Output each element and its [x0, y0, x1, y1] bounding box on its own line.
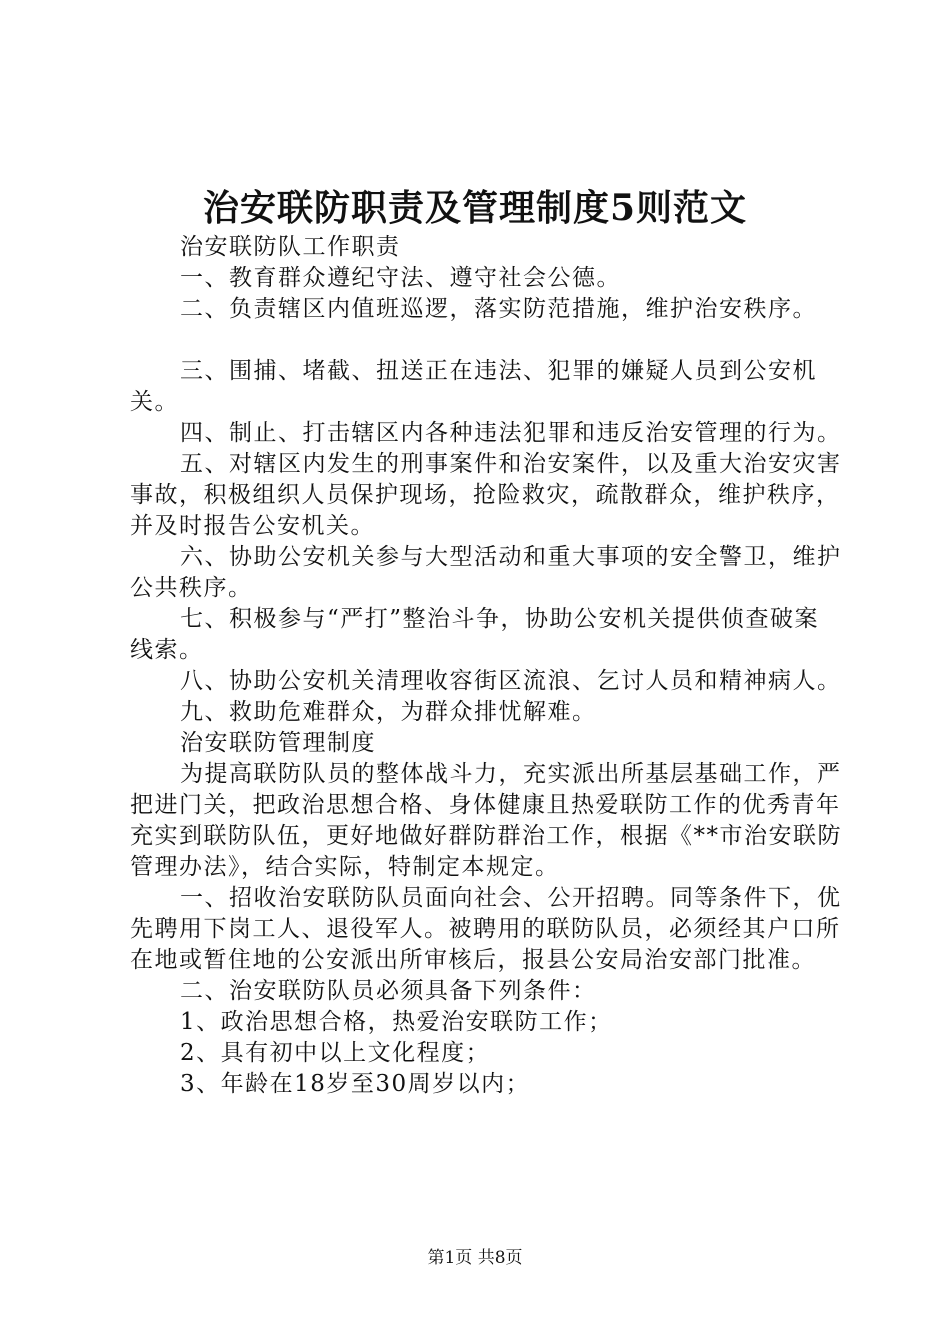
paragraph: 二、负责辖区内值班巡逻，落实防范措施，维护治安秩序。 — [180, 296, 817, 322]
section-heading-management: 治安联防管理制度 — [180, 730, 376, 756]
paragraph: 四、制止、打击辖区内各种违法犯罪和违反治安管理的行为。 — [180, 420, 842, 446]
paragraph: 为提高联防队员的整体战斗力，充实派出所基层基础工作，严把进门关，把政治思想合格、身体健康且热爱联防工作的优秀青年充实到联防队伍，更好地做好群防群治工作，根据《**市治安联防管理办法》，结合实际，特制定本规定。 — [130, 761, 842, 880]
list-item: 1、政治思想合格，热爱治安联防工作； — [180, 1009, 613, 1035]
section-heading-duties: 治安联防队工作职责 — [180, 234, 401, 260]
paragraph: 八、协助公安机关清理收容街区流浪、乞讨人员和精神病人。 — [180, 668, 842, 694]
page-number: 第1页 共8页 — [427, 1248, 523, 1268]
paragraph: 二、治安联防队员必须具备下列条件： — [180, 978, 597, 1004]
paragraph: 三、围捕、堵截、扭送正在违法、犯罪的嫌疑人员到公安机关。 — [130, 358, 817, 415]
paragraph: 九、救助危难群众，为群众排忧解难。 — [180, 699, 597, 725]
list-item: 3、年龄在18岁至30周岁以内； — [180, 1071, 531, 1097]
document-body — [130, 232, 842, 1100]
paragraph: 五、对辖区内发生的刑事案件和治安案件，以及重大治安灾害事故，积极组织人员保护现场，抢险救灾，疏散群众，维护秩序，并及时报告公安机关。 — [130, 451, 842, 539]
paragraph: 六、协助公安机关参与大型活动和重大事项的安全警卫，维护公共秩序。 — [130, 544, 842, 601]
paragraph: 七、积极参与“严打”整治斗争，协助公安机关提供侦查破案线索。 — [130, 606, 820, 663]
list-item: 2、具有初中以上文化程度； — [180, 1040, 491, 1066]
paragraph: 一、招收治安联防队员面向社会、公开招聘。同等条件下，优先聘用下岗工人、退役军人。被聘用的联防队员，必须经其户口所在地或暂住地的公安派出所审核后，报县公安局治安部门批准。 — [130, 885, 842, 973]
document-title: 治安联防职责及管理制度5则范文 — [202, 187, 748, 229]
paragraph: 一、教育群众遵纪守法、遵守社会公德。 — [180, 265, 621, 291]
